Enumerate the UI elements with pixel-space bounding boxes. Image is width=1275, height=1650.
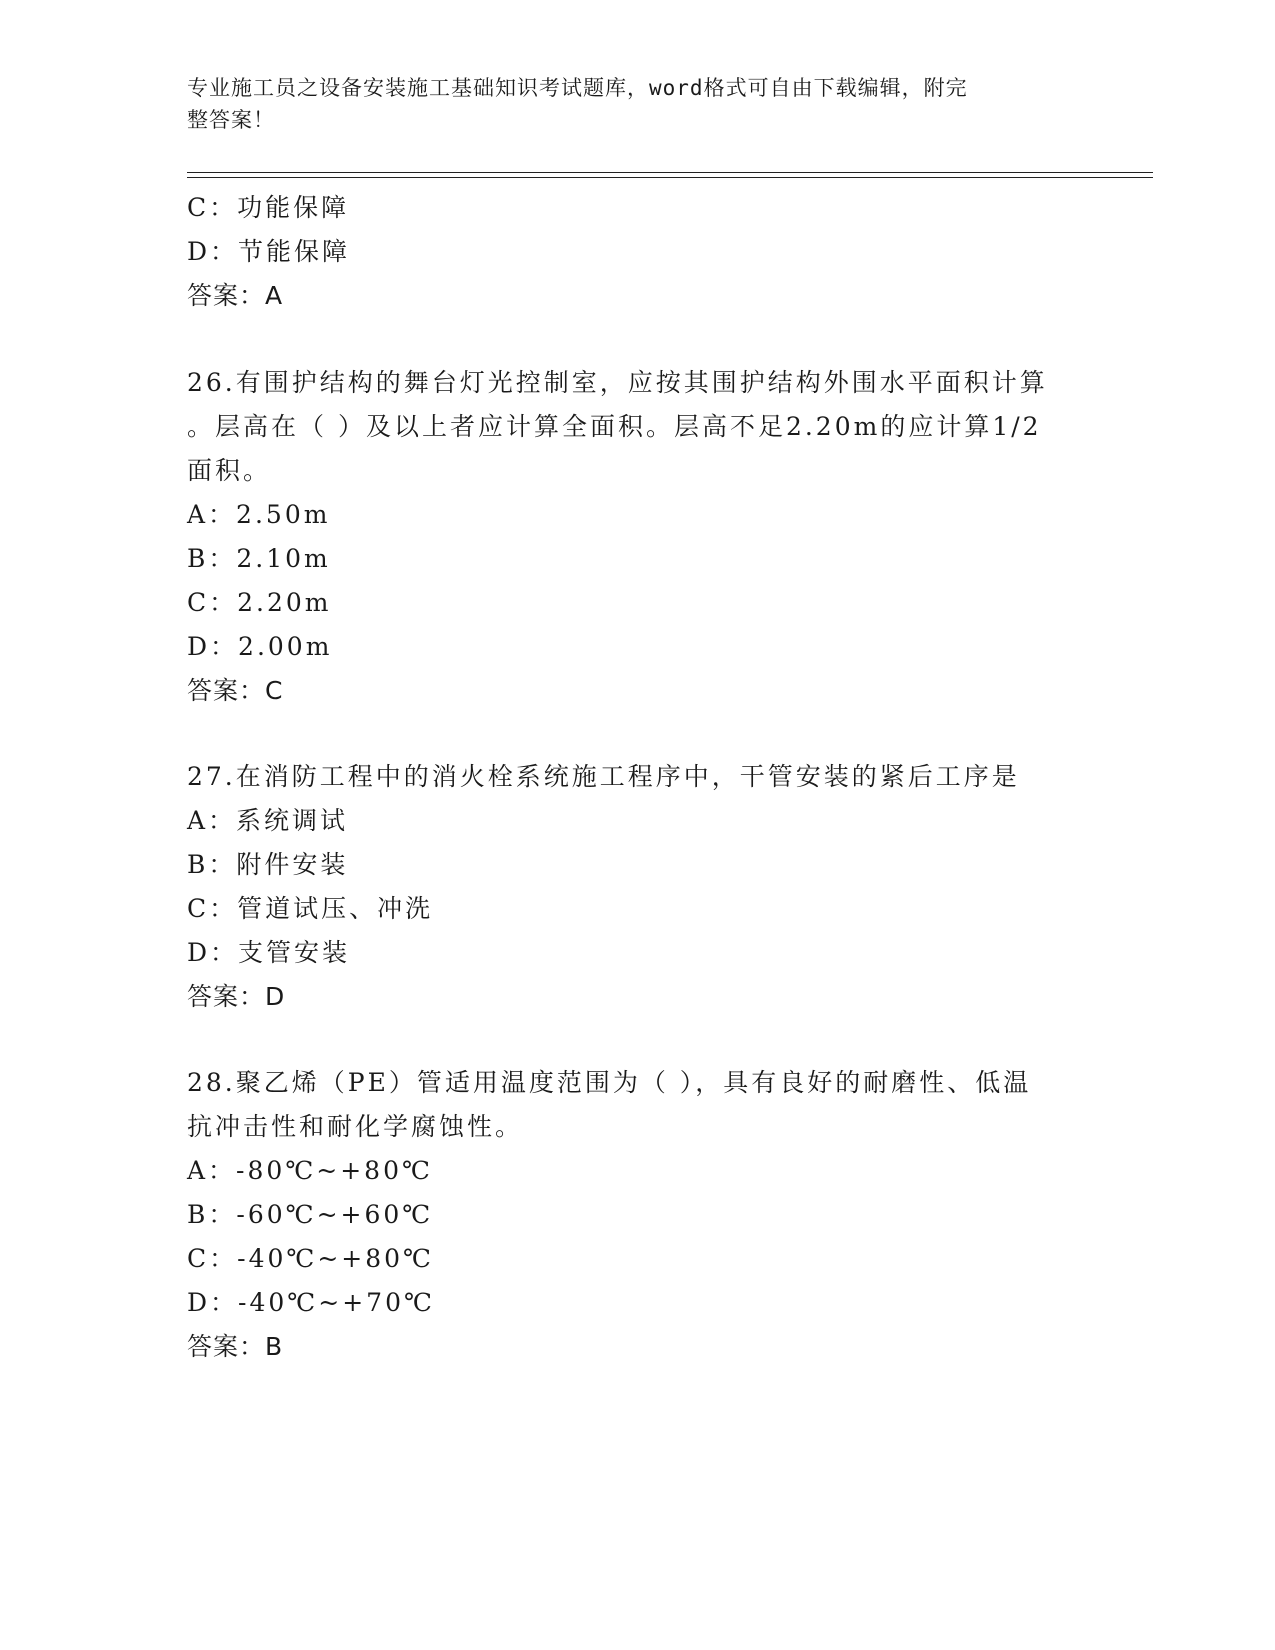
- header-divider-top: [187, 172, 1153, 173]
- q26-option-a: A：2.50m: [187, 500, 331, 529]
- q28-option-b: B：-60℃~+60℃: [187, 1200, 434, 1229]
- q26-stem-line-2: 。层高在（ ）及以上者应计算全面积。层高不足2.20m的应计算1/2: [187, 412, 1042, 441]
- q27-stem-line-1: 27.在消防工程中的消火栓系统施工程序中，干管安装的紧后工序是: [187, 762, 1020, 791]
- q25-option-c: C：功能保障: [187, 193, 350, 222]
- header-line-2: 整答案！: [187, 108, 275, 132]
- q26-option-d: D：2.00m: [187, 632, 333, 661]
- q28-option-a: A：-80℃~+80℃: [187, 1156, 433, 1185]
- q26-stem-line-3: 面积。: [187, 456, 272, 485]
- q28-answer: 答案：B: [187, 1332, 284, 1361]
- q25-answer: 答案：A: [187, 281, 284, 310]
- q27-option-c: C：管道试压、冲洗: [187, 894, 434, 923]
- q28-option-d: D：-40℃~+70℃: [187, 1288, 435, 1317]
- header-line-1: 专业施工员之设备安装施工基础知识考试题库，word格式可自由下载编辑，附完: [187, 76, 968, 100]
- q27-option-b: B：附件安装: [187, 850, 349, 879]
- q27-option-d: D：支管安装: [187, 938, 351, 967]
- q27-option-a: A：系统调试: [187, 806, 349, 835]
- q27-answer: 答案：D: [187, 982, 286, 1011]
- q28-option-c: C：-40℃~+80℃: [187, 1244, 435, 1273]
- q26-answer: 答案：C: [187, 676, 284, 705]
- q26-option-b: B：2.10m: [187, 544, 331, 573]
- document-header: [187, 72, 1087, 136]
- q26-stem-line-1: 26.有围护结构的舞台灯光控制室，应按其围护结构外围水平面积计算: [187, 368, 1048, 397]
- q26-option-c: C：2.20m: [187, 588, 332, 617]
- q25-option-d: D：节能保障: [187, 237, 351, 266]
- q28-stem-line-1: 28.聚乙烯（PE）管适用温度范围为（ ），具有良好的耐磨性、低温: [187, 1068, 1032, 1097]
- q28-stem-line-2: 抗冲击性和耐化学腐蚀性。: [187, 1112, 524, 1141]
- header-divider-bottom: [187, 177, 1153, 178]
